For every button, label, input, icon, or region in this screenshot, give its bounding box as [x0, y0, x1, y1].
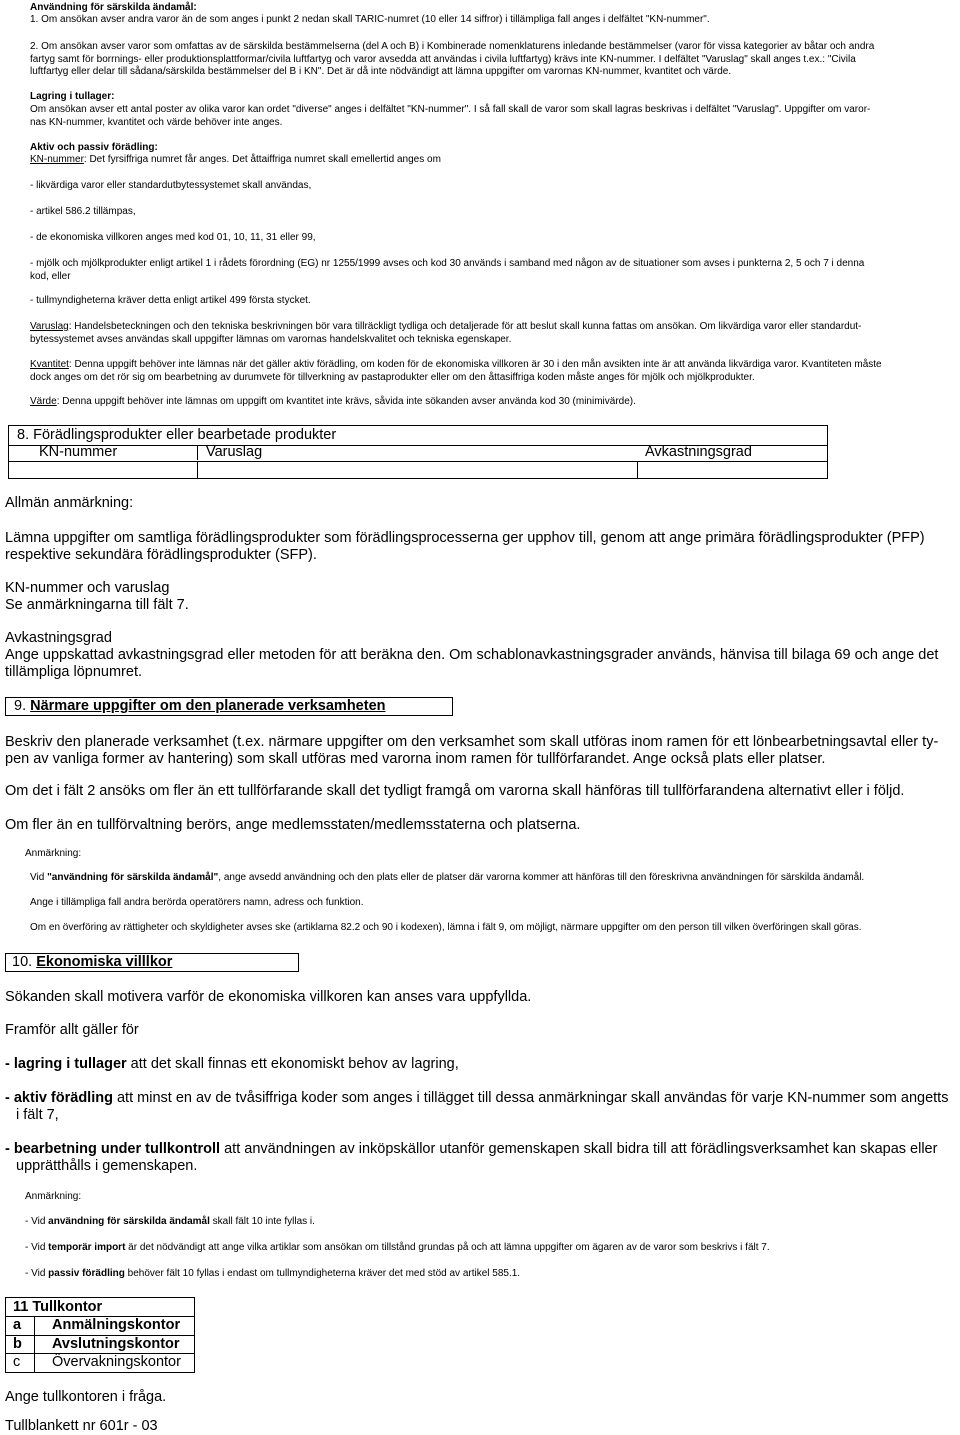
field-11-instruction: Ange tullkontoren i fråga. [5, 1389, 167, 1405]
general-kn: KN-nummer och varuslag Se anmärkningarna till fält 7. [5, 580, 189, 613]
field-10-note-1: - Vid användning för särskilda ändamål skall fält 10 inte fyllas i. [25, 1216, 315, 1227]
field-10-heading-box [5, 953, 299, 972]
field-9-note-label: Anmärkning: [25, 848, 82, 859]
column-header-avkastningsgrad: Avkastningsgrad [645, 444, 752, 460]
field-10-note-3: - Vid passiv förädling behöver fält 10 fyllas i endast om tullmyndigheterna kräver det med stöd av artikel 585.1. [25, 1268, 521, 1279]
column-divider [197, 445, 198, 460]
field-11-title: 11 Tullkontor [13, 1299, 103, 1315]
field-11-table [5, 1297, 195, 1373]
field-9-note-3: Om en överföring av rättigheter och skyldigheter avses ske (artiklarna 82.2 och 90 i kodexen), lämna i fält 9, om möjligt, närmare uppgifter om den person till vilken överföringen skall göras. [30, 922, 862, 933]
storage-text: Om ansökan avser ett antal poster av olika varor kan ordet "diverse" anges i delfältet "KN-nummer". I så fall skall de varor som skall lagras beskrivas i delfältet "Varuslag". Uppgifter om varor- nas KN-nummer, kvantitet och värde behöver inte anges. [30, 104, 871, 128]
cell-input-avkastningsgrad[interactable] [638, 462, 827, 478]
field-10-bullet-1: - lagring i tullager att det skall finnas ett ekonomiskt behov av lagring, [5, 1056, 459, 1072]
field-10-note-label: Anmärkning: [25, 1191, 82, 1202]
office-anmalningskontor: Anmälningskontor [52, 1317, 181, 1333]
general-p1: Lämna uppgifter om samtliga förädlingsprodukter som förädlingsprocesserna ger upphov till, genom att ange primära förädlingsprodukter (PFP) respektive sekundära förädlingsprodukter (SFP). [5, 530, 925, 563]
field-8-table [8, 425, 828, 479]
processing-title: Aktiv och passiv förädling: [30, 142, 158, 153]
storage-title: Lagring i tullager: [30, 91, 115, 102]
field-10-bullet-3: - bearbetning under tullkontroll att användningen av inköpskällor utanför gemenskapen skall bidra till att förädlingsverksamhet kan skapas eller upprätthålls i gemenskapen. [5, 1141, 938, 1174]
column-header-varuslag: Varuslag [206, 444, 263, 460]
field-8-title: 8. Förädlingsprodukter eller bearbetade produkter [17, 427, 337, 443]
processing-bullet-1: - likvärdiga varor eller standardutbytessystemet skall användas, [30, 180, 312, 191]
processing-kvantitet: Kvantitet: Denna uppgift behöver inte lämnas när det gäller aktiv förädling, om koden för de ekonomiska villkoren är 30 i den mån avsikten inte är att använda likvärdiga varor. Kvantiteten måste dock anges om det rör sig om bearbetning av durumvete för tillverkning av pastaprodukter eller om den åttasiffriga koden måste anges för mjölk och mjölkprodukter. [30, 359, 882, 383]
processing-bullet-4: - mjölk och mjölkprodukter enligt artikel 1 i rådets förordning (EG) nr 1255/1999 avses och kod 30 används i samband med någon av de situationer som avses i punkterna 2, 5 och 7 i denna kod, eller [30, 258, 865, 282]
processing-kn: KN-nummer: Det fyrsiffriga numret får anges. Det åttaiffriga numret skall emellertid anges om [30, 154, 441, 165]
general-heading: Allmän anmärkning: [5, 495, 134, 511]
general-avkastning: Avkastningsgrad Ange uppskattad avkastningsgrad eller metoden för att beräkna den. Om schablonavkastningsgrader används, hänvisa till bilaga 69 och ange det tillämpliga löpnumret. [5, 630, 939, 680]
field-9-heading-box [5, 697, 453, 716]
column-divider [34, 1316, 35, 1372]
field-10-note-2: - Vid temporär import är det nödvändigt att ange vilka artiklar som ansökan om tillstånd grundas på och att lämna uppgifter om ägaren av de varor som beskrivs i fält 7. [25, 1242, 770, 1253]
field-9-heading: 9. Närmare uppgifter om den planerade verksamheten [14, 698, 386, 714]
processing-bullet-2: - artikel 586.2 tillämpas, [30, 206, 136, 217]
field-9-p3: Om fler än en tullförvaltning berörs, ange medlemsstaten/medlemsstaterna och platserna. [5, 817, 581, 833]
processing-varde: Värde: Denna uppgift behöver inte lämnas om uppgift om kvantitet inte krävs, såvida inte sökanden avser använda kod 30 (minimivärde). [30, 396, 636, 407]
field-10-heading: 10. Ekonomiska villlkor [12, 954, 173, 970]
field-9-p1: Beskriv den planerade verksamhet (t.ex. närmare uppgifter om den verksamhet som skall utföras inom ramen för ett lönbearbetningsavtal eller ty- pen av vanliga former av hantering) som skall utföras med varorna inom ramen för tullförfarandet. Ange också plats eller platser. [5, 734, 939, 767]
field-9-note-2: Ange i tillämpliga fall andra berörda operatörers namn, adress och funktion. [30, 897, 364, 908]
cell-input-varuslag[interactable] [198, 462, 637, 478]
field-10-p2: Framför allt gäller för [5, 1022, 139, 1038]
special-use-p2: 2. Om ansökan avser varor som omfattas av de särskilda bestämmelserna (del A och B) i Kombinerade nomenklaturens inledande bestämmelser (varor för vissa kategorier av båtar och andra fartyg samt för borrnings- eller produktionsplattformar/civila luftfartyg och varor avsedda att användas i civila luftfartyg) krävs inte KN-nummer. I delfältet "Varuslag" skall anges t.ex.: "Civila luftfartyg eller delar till sådana/särskilda bestämmelser del B i KN". Det är då inte nödvändigt att lämna uppgifter om varornas KN-nummer, kvantitet och värde. [30, 41, 875, 77]
column-header-kn: KN-nummer [39, 444, 118, 460]
office-key-a: a [13, 1317, 22, 1333]
processing-varuslag: Varuslag: Handelsbeteckningen och den tekniska beskrivningen bör vara tillräckligt tydliga och detaljerade för att beslut skall kunna fattas om ansökan. Om likvärdiga varor eller standardut- bytessystemet avses användas skall uppgifter lämnas om varornas handelskvalitet och tekniska egenskaper. [30, 321, 862, 345]
office-avslutningskontor: Avslutningskontor [52, 1336, 180, 1352]
processing-bullet-3: - de ekonomiska villkoren anges med kod 01, 10, 11, 31 eller 99, [30, 232, 316, 243]
special-use-title: Användning för särskilda ändamål: [30, 2, 197, 13]
form-footer: Tullblankett nr 601r - 03 [5, 1418, 158, 1434]
field-10-bullet-2: - aktiv förädling att minst en av de tvåsiffriga koder som anges i tillägget till dessa anmärkningar skall användas för varje KN-nummer som angetts i fält 7, [5, 1090, 949, 1123]
special-use-p1: 1. Om ansökan avser andra varor än de som anges i punkt 2 nedan skall TARIC-numret (10 eller 14 siffror) i tillämpliga fall anges i delfältet "KN-nummer". [30, 14, 710, 25]
office-overvakningskontor: Övervakningskontor [52, 1354, 181, 1370]
field-9-note-1: Vid "användning för särskilda ändamål", ange avsedd användning och den plats eller de platser där varorna kommer att hänföras till den föreskrivna användningen för särskilda ändamål. [30, 872, 865, 883]
field-10-p1: Sökanden skall motivera varför de ekonomiska villkoren kan anses vara uppfyllda. [5, 989, 532, 1005]
cell-input-kn[interactable] [9, 462, 197, 478]
processing-bullet-5: - tullmyndigheterna kräver detta enligt artikel 499 första stycket. [30, 295, 311, 306]
office-key-c: c [13, 1354, 21, 1370]
field-9-p2: Om det i fält 2 ansöks om fler än ett tullförfarande skall det tydligt framgå om varorna skall hänföras till tullförfarandena alternativt eller i följd. [5, 783, 905, 799]
office-key-b: b [13, 1336, 22, 1352]
